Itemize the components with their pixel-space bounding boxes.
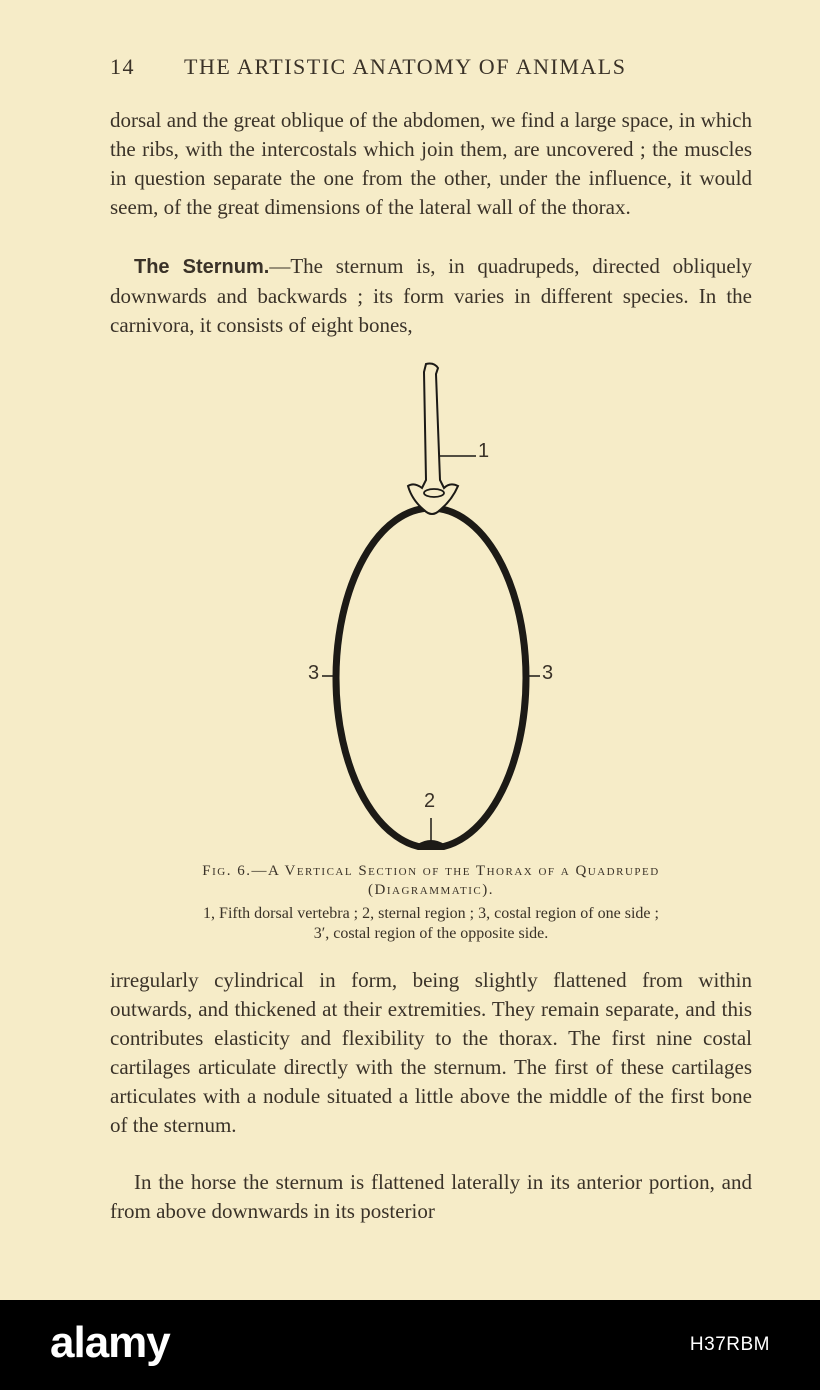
figure-caption — [110, 862, 752, 900]
page-number: 14 — [110, 54, 135, 79]
sternum-heading: The Sternum. — [134, 256, 270, 278]
paragraph-2 — [110, 252, 752, 340]
figure-legend — [110, 904, 752, 944]
paragraph-1: dorsal and the great oblique of the abdomen, we find a large space, in which the ribs, with the intercostals which join them, are uncovered ; the muscles in question separate the one from the other, under the influence, it would seem, of the great dimensions of the lateral wall of the thorax. — [110, 108, 752, 219]
alamy-logo: alamy — [50, 1318, 170, 1367]
caption-line-2: (Diagrammatic). — [368, 882, 494, 898]
page-header — [110, 54, 750, 84]
caption-line-1: Fig. 6.—A Vertical Section of the Thorax of a Quadruped — [202, 863, 660, 879]
label-3-right: 3 — [542, 662, 554, 684]
thorax-diagram — [300, 360, 560, 850]
image-id: H37RBM — [689, 1334, 770, 1355]
paragraph-3: irregularly cylindrical in form, being slightly flattened from within outwards, and thickened at their extremities. They remain separate, and this contributes elasticity and flexibility to the thorax. The first nine costal cartilages articulate directly with the sternum. The first of these cartilages articulates with a nodule situated a little above the middle of the first bone of the sternum. — [110, 968, 752, 1137]
watermark-bar — [0, 1300, 820, 1390]
vertebra-shape — [408, 364, 458, 515]
label-3-left: 3 — [308, 662, 320, 684]
running-title: THE ARTISTIC ANATOMY OF ANIMALS — [184, 54, 627, 79]
thorax-section-figure — [300, 360, 560, 850]
paragraph-4: In the horse the sternum is flattened laterally in its anterior portion, and from above downwards in its posterior — [110, 1170, 752, 1223]
paragraph-2-body: —The sternum is, in quadrupeds, directed obliquely downwards and backwards ; its form varies in different species. In the carnivora, it consists of eight bones, — [110, 254, 752, 337]
legend-line-1: 1, Fifth dorsal vertebra ; 2, sternal region ; 3, costal region of one side ; — [203, 905, 659, 922]
label-2: 2 — [424, 790, 436, 812]
label-1: 1 — [478, 440, 490, 462]
legend-line-2: 3′, costal region of the opposite side. — [313, 925, 549, 942]
